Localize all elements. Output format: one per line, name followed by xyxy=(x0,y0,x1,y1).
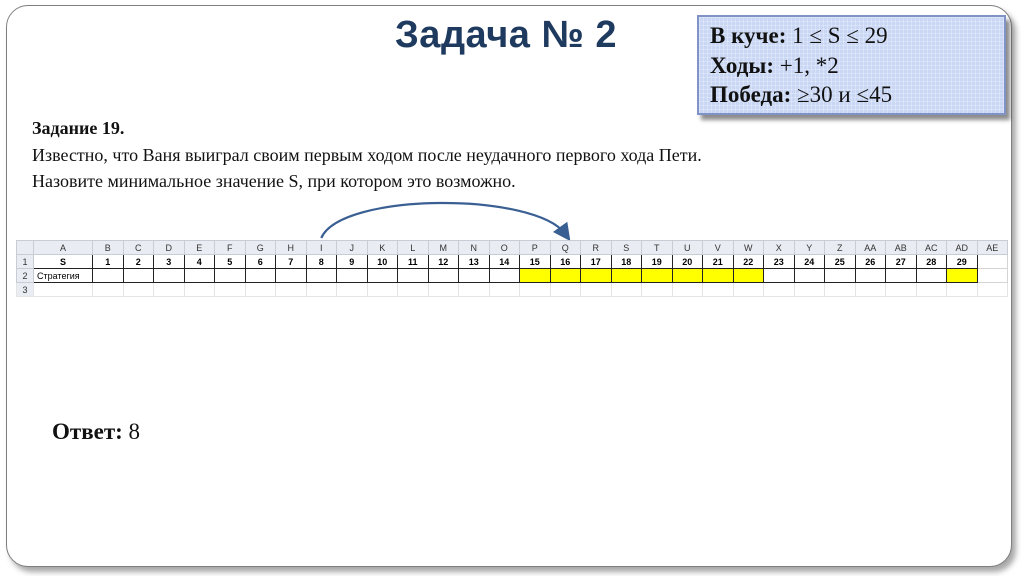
corner-cell xyxy=(17,241,34,255)
moves-label: Ходы: xyxy=(710,53,774,78)
strategy-cell-highlighted xyxy=(642,269,673,283)
strategy-cell xyxy=(855,269,886,283)
strategy-cell xyxy=(459,269,490,283)
row-number: 3 xyxy=(17,283,34,297)
empty-cell xyxy=(459,283,490,297)
strategy-label-cell: Стратегия xyxy=(34,269,93,283)
answer xyxy=(52,419,140,445)
empty-cell xyxy=(428,283,459,297)
strategy-cell-highlighted xyxy=(672,269,703,283)
s-value-cell: 21 xyxy=(703,255,734,269)
strategy-cell xyxy=(276,269,307,283)
empty-cell xyxy=(977,283,1008,297)
empty-cell xyxy=(93,283,124,297)
s-value-cell: 29 xyxy=(947,255,978,269)
strategy-cell-highlighted xyxy=(611,269,642,283)
column-header: X xyxy=(764,241,795,255)
column-header: D xyxy=(154,241,185,255)
strategy-cell xyxy=(398,269,429,283)
column-header: AD xyxy=(947,241,978,255)
s-value-cell: 20 xyxy=(672,255,703,269)
row-number: 2 xyxy=(17,269,34,283)
column-header: G xyxy=(245,241,276,255)
s-value-cell: 7 xyxy=(276,255,307,269)
strategy-cell-highlighted xyxy=(520,269,551,283)
column-header-row xyxy=(17,241,1008,255)
strategy-cell xyxy=(215,269,246,283)
column-header: R xyxy=(581,241,612,255)
empty-cell xyxy=(855,283,886,297)
s-value-cell: 17 xyxy=(581,255,612,269)
column-header: C xyxy=(123,241,154,255)
moves-value: +1, *2 xyxy=(779,53,839,78)
strategy-cell xyxy=(367,269,398,283)
empty-cell xyxy=(276,283,307,297)
column-header: K xyxy=(367,241,398,255)
strategy-row xyxy=(17,269,1008,283)
strategy-cell xyxy=(123,269,154,283)
column-header: T xyxy=(642,241,673,255)
s-value-cell: 11 xyxy=(398,255,429,269)
strategy-cell xyxy=(184,269,215,283)
strategy-cell xyxy=(825,269,856,283)
column-header: F xyxy=(215,241,246,255)
column-header: B xyxy=(93,241,124,255)
s-value-cell: 23 xyxy=(764,255,795,269)
s-value-cell: 19 xyxy=(642,255,673,269)
s-value-cell: 2 xyxy=(123,255,154,269)
column-header: U xyxy=(672,241,703,255)
task-line-1: Известно, что Ваня выиграл своим первым ходом после неудачного первого хода Пети. xyxy=(32,145,702,165)
s-value-cell: 12 xyxy=(428,255,459,269)
empty-cell xyxy=(886,283,917,297)
strategy-cell xyxy=(154,269,185,283)
empty-cell xyxy=(306,283,337,297)
win-label: Победа: xyxy=(710,82,792,107)
column-header: W xyxy=(733,241,764,255)
s-values-row xyxy=(17,255,1008,269)
strategy-cell-highlighted xyxy=(550,269,581,283)
empty-cell xyxy=(367,283,398,297)
s-value-cell: 1 xyxy=(93,255,124,269)
s-value-cell: 15 xyxy=(520,255,551,269)
empty-cell xyxy=(550,283,581,297)
spreadsheet-grid xyxy=(16,240,1008,297)
strategy-cell xyxy=(245,269,276,283)
row-number: 1 xyxy=(17,255,34,269)
s-value-cell: 3 xyxy=(154,255,185,269)
column-header: I xyxy=(306,241,337,255)
strategy-cell xyxy=(764,269,795,283)
empty-cell xyxy=(764,283,795,297)
strategy-cell-highlighted xyxy=(581,269,612,283)
s-label-cell: S xyxy=(34,255,93,269)
s-value-cell: 22 xyxy=(733,255,764,269)
empty-cell xyxy=(642,283,673,297)
strategy-cell-highlighted xyxy=(947,269,978,283)
column-header: L xyxy=(398,241,429,255)
arrow-curve xyxy=(321,203,565,238)
empty-cell xyxy=(154,283,185,297)
column-header: V xyxy=(703,241,734,255)
empty-cell xyxy=(733,283,764,297)
strategy-cell xyxy=(916,269,947,283)
column-header: AA xyxy=(855,241,886,255)
s-value-cell: 16 xyxy=(550,255,581,269)
heap-value: 1 ≤ S ≤ 29 xyxy=(792,23,888,48)
task-heading: Задание 19. xyxy=(32,118,125,138)
strategy-cell xyxy=(489,269,520,283)
empty-cell xyxy=(825,283,856,297)
s-value-cell: 14 xyxy=(489,255,520,269)
s-value-cell: 10 xyxy=(367,255,398,269)
s-value-cell: 4 xyxy=(184,255,215,269)
strategy-cell xyxy=(306,269,337,283)
s-value-cell: 5 xyxy=(215,255,246,269)
s-value-cell: 28 xyxy=(916,255,947,269)
column-header: Y xyxy=(794,241,825,255)
empty-cell xyxy=(245,283,276,297)
empty-cell xyxy=(794,283,825,297)
empty-cell xyxy=(977,269,1008,283)
column-header: Z xyxy=(825,241,856,255)
empty-cell xyxy=(520,283,551,297)
empty-cell xyxy=(916,283,947,297)
column-header: H xyxy=(276,241,307,255)
column-header: E xyxy=(184,241,215,255)
empty-cell xyxy=(581,283,612,297)
s-value-cell: 18 xyxy=(611,255,642,269)
s-value-cell: 13 xyxy=(459,255,490,269)
s-value-cell: 24 xyxy=(794,255,825,269)
empty-cell xyxy=(977,255,1008,269)
s-value-cell: 25 xyxy=(825,255,856,269)
column-header: J xyxy=(337,241,368,255)
column-header: AB xyxy=(886,241,917,255)
empty-cell xyxy=(184,283,215,297)
strategy-cell xyxy=(794,269,825,283)
strategy-cell xyxy=(337,269,368,283)
s-value-cell: 26 xyxy=(855,255,886,269)
empty-cell xyxy=(123,283,154,297)
column-header: N xyxy=(459,241,490,255)
column-header: P xyxy=(520,241,551,255)
column-header: A xyxy=(34,241,93,255)
empty-cell xyxy=(34,283,93,297)
empty-cell xyxy=(215,283,246,297)
column-header: AC xyxy=(916,241,947,255)
strategy-cell-highlighted xyxy=(733,269,764,283)
empty-cell xyxy=(611,283,642,297)
strategy-cell xyxy=(428,269,459,283)
answer-value: 8 xyxy=(128,419,141,444)
column-header: AE xyxy=(977,241,1008,255)
win-value: ≥30 и ≤45 xyxy=(797,82,893,107)
strategy-cell-highlighted xyxy=(703,269,734,283)
s-value-cell: 6 xyxy=(245,255,276,269)
column-header: O xyxy=(489,241,520,255)
task-line-2: Назовите минимальное значение S, при котором это возможно. xyxy=(32,171,516,191)
strategy-cell xyxy=(93,269,124,283)
s-value-cell: 8 xyxy=(306,255,337,269)
column-header: S xyxy=(611,241,642,255)
column-header: Q xyxy=(550,241,581,255)
answer-label: Ответ: xyxy=(52,419,123,444)
column-header: M xyxy=(428,241,459,255)
empty-row xyxy=(17,283,1008,297)
empty-cell xyxy=(672,283,703,297)
s-value-cell: 9 xyxy=(337,255,368,269)
empty-cell xyxy=(947,283,978,297)
empty-cell xyxy=(703,283,734,297)
strategy-cell xyxy=(886,269,917,283)
s-value-cell: 27 xyxy=(886,255,917,269)
empty-cell xyxy=(489,283,520,297)
empty-cell xyxy=(337,283,368,297)
heap-label: В куче: xyxy=(710,23,787,48)
empty-cell xyxy=(398,283,429,297)
slide-title: Задача № 2 xyxy=(395,14,618,56)
